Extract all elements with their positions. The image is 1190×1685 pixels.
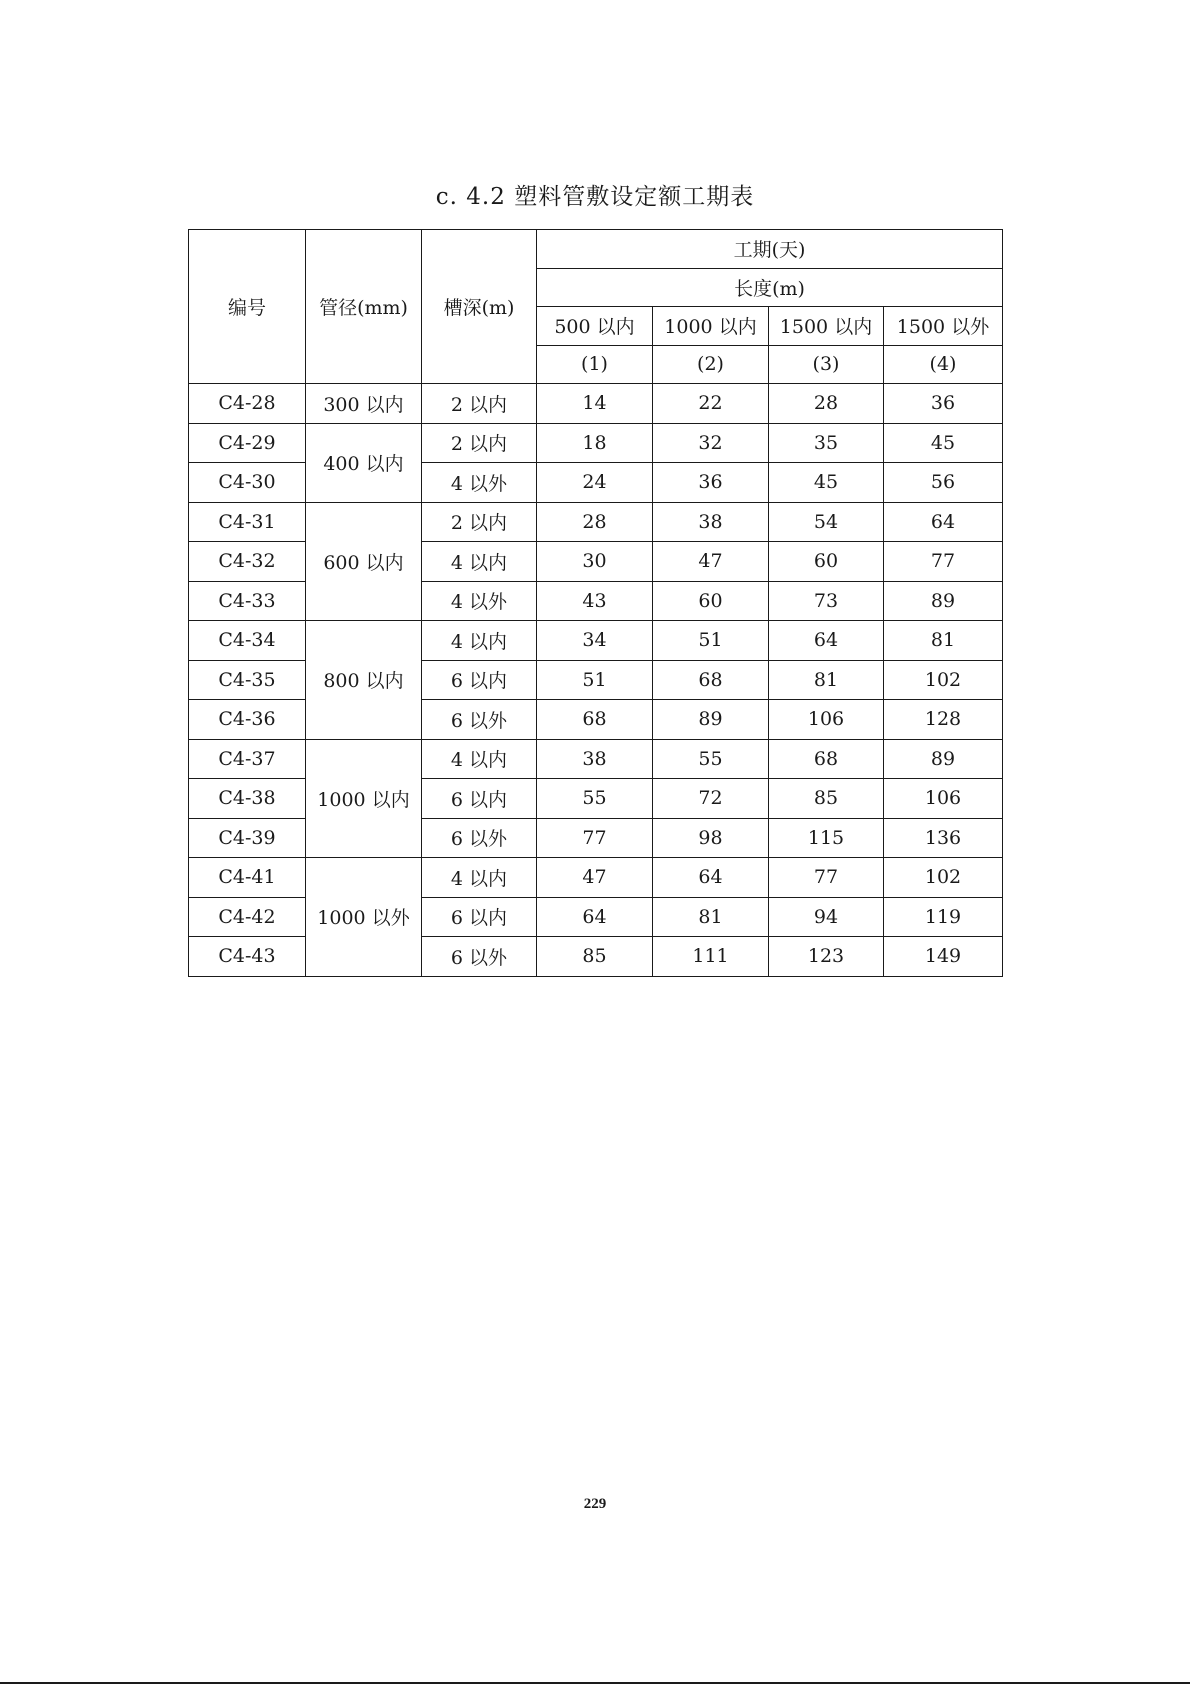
header-depth: 槽深(m)	[422, 230, 537, 384]
cell-duration-days: 34	[537, 621, 653, 661]
cell-depth: 4 以外	[422, 581, 537, 621]
cell-code: C4-43	[189, 937, 306, 977]
cell-duration-days: 68	[769, 739, 884, 779]
page-number: 229	[583, 1496, 607, 1512]
cell-duration-days: 149	[884, 937, 1003, 977]
cell-duration-days: 28	[537, 502, 653, 542]
cell-duration-days: 72	[653, 779, 769, 819]
cell-duration-days: 89	[884, 581, 1003, 621]
cell-duration-days: 55	[653, 739, 769, 779]
cell-duration-days: 45	[769, 463, 884, 503]
cell-diameter: 600 以内	[306, 502, 422, 621]
cell-duration-days: 60	[653, 581, 769, 621]
cell-duration-days: 28	[769, 384, 884, 424]
cell-duration-days: 136	[884, 818, 1003, 858]
table-row	[189, 621, 1003, 661]
cell-depth: 2 以内	[422, 502, 537, 542]
cell-duration-days: 81	[884, 621, 1003, 661]
cell-duration-days: 73	[769, 581, 884, 621]
cell-code: C4-32	[189, 542, 306, 582]
cell-duration-days: 47	[653, 542, 769, 582]
cell-duration-days: 36	[653, 463, 769, 503]
cell-duration-days: 18	[537, 423, 653, 463]
cell-depth: 4 以内	[422, 739, 537, 779]
cell-diameter: 1000 以外	[306, 858, 422, 977]
cell-duration-days: 47	[537, 858, 653, 898]
table-row	[189, 423, 1003, 463]
cell-duration-days: 43	[537, 581, 653, 621]
cell-duration-days: 89	[653, 700, 769, 740]
cell-depth: 6 以外	[422, 937, 537, 977]
cell-duration-days: 123	[769, 937, 884, 977]
cell-duration-days: 64	[884, 502, 1003, 542]
cell-duration-days: 55	[537, 779, 653, 819]
cell-code: C4-28	[189, 384, 306, 424]
cell-duration-days: 81	[769, 660, 884, 700]
table-body	[189, 384, 1003, 977]
cell-depth: 4 以内	[422, 858, 537, 898]
table-header	[189, 230, 1003, 384]
cell-duration-days: 54	[769, 502, 884, 542]
cell-duration-days: 51	[653, 621, 769, 661]
bottom-rule	[0, 1682, 1190, 1684]
cell-code: C4-39	[189, 818, 306, 858]
cell-duration-days: 36	[884, 384, 1003, 424]
table-row	[189, 739, 1003, 779]
cell-code: C4-36	[189, 700, 306, 740]
construction-duration-table	[188, 229, 1003, 977]
header-row-duration	[189, 230, 1003, 269]
cell-duration-days: 14	[537, 384, 653, 424]
cell-duration-days: 115	[769, 818, 884, 858]
header-length-col: 1500 以外	[884, 307, 1003, 346]
header-diameter: 管径(mm)	[306, 230, 422, 384]
page-title: c. 4.2 塑料管敷设定额工期表	[435, 184, 755, 210]
header-col-number: (1)	[537, 345, 653, 384]
header-col-number: (2)	[653, 345, 769, 384]
cell-duration-days: 85	[769, 779, 884, 819]
cell-duration-days: 60	[769, 542, 884, 582]
cell-code: C4-42	[189, 897, 306, 937]
cell-diameter: 400 以内	[306, 423, 422, 502]
header-col-number: (4)	[884, 345, 1003, 384]
header-length-col: 1000 以内	[653, 307, 769, 346]
cell-duration-days: 119	[884, 897, 1003, 937]
cell-duration-days: 81	[653, 897, 769, 937]
cell-duration-days: 38	[537, 739, 653, 779]
header-col-number: (3)	[769, 345, 884, 384]
table-row	[189, 502, 1003, 542]
cell-diameter: 800 以内	[306, 621, 422, 740]
cell-duration-days: 106	[769, 700, 884, 740]
table-row	[189, 384, 1003, 424]
cell-depth: 4 以内	[422, 621, 537, 661]
cell-duration-days: 45	[884, 423, 1003, 463]
cell-duration-days: 56	[884, 463, 1003, 503]
cell-duration-days: 102	[884, 660, 1003, 700]
cell-duration-days: 128	[884, 700, 1003, 740]
cell-depth: 6 以内	[422, 779, 537, 819]
cell-code: C4-34	[189, 621, 306, 661]
cell-duration-days: 30	[537, 542, 653, 582]
cell-diameter: 300 以内	[306, 384, 422, 424]
cell-code: C4-37	[189, 739, 306, 779]
cell-duration-days: 68	[653, 660, 769, 700]
cell-duration-days: 64	[537, 897, 653, 937]
cell-duration-days: 51	[537, 660, 653, 700]
header-length-col: 500 以内	[537, 307, 653, 346]
cell-duration-days: 94	[769, 897, 884, 937]
header-length: 长度(m)	[537, 268, 1003, 307]
cell-duration-days: 106	[884, 779, 1003, 819]
cell-duration-days: 68	[537, 700, 653, 740]
cell-duration-days: 32	[653, 423, 769, 463]
cell-duration-days: 85	[537, 937, 653, 977]
cell-depth: 4 以内	[422, 542, 537, 582]
cell-duration-days: 24	[537, 463, 653, 503]
table-row	[189, 858, 1003, 898]
cell-code: C4-31	[189, 502, 306, 542]
cell-duration-days: 77	[884, 542, 1003, 582]
cell-duration-days: 77	[769, 858, 884, 898]
cell-code: C4-38	[189, 779, 306, 819]
cell-code: C4-35	[189, 660, 306, 700]
cell-duration-days: 111	[653, 937, 769, 977]
cell-diameter: 1000 以内	[306, 739, 422, 858]
cell-duration-days: 98	[653, 818, 769, 858]
cell-duration-days: 102	[884, 858, 1003, 898]
cell-duration-days: 64	[653, 858, 769, 898]
cell-depth: 4 以外	[422, 463, 537, 503]
header-duration: 工期(天)	[537, 230, 1003, 269]
cell-duration-days: 64	[769, 621, 884, 661]
cell-depth: 6 以外	[422, 700, 537, 740]
cell-code: C4-30	[189, 463, 306, 503]
header-code: 编号	[189, 230, 306, 384]
cell-depth: 6 以外	[422, 818, 537, 858]
cell-code: C4-41	[189, 858, 306, 898]
cell-depth: 2 以内	[422, 423, 537, 463]
cell-code: C4-29	[189, 423, 306, 463]
cell-duration-days: 38	[653, 502, 769, 542]
cell-depth: 6 以内	[422, 660, 537, 700]
cell-depth: 6 以内	[422, 897, 537, 937]
header-length-col: 1500 以内	[769, 307, 884, 346]
cell-duration-days: 77	[537, 818, 653, 858]
cell-code: C4-33	[189, 581, 306, 621]
cell-duration-days: 35	[769, 423, 884, 463]
cell-duration-days: 22	[653, 384, 769, 424]
cell-duration-days: 89	[884, 739, 1003, 779]
cell-depth: 2 以内	[422, 384, 537, 424]
